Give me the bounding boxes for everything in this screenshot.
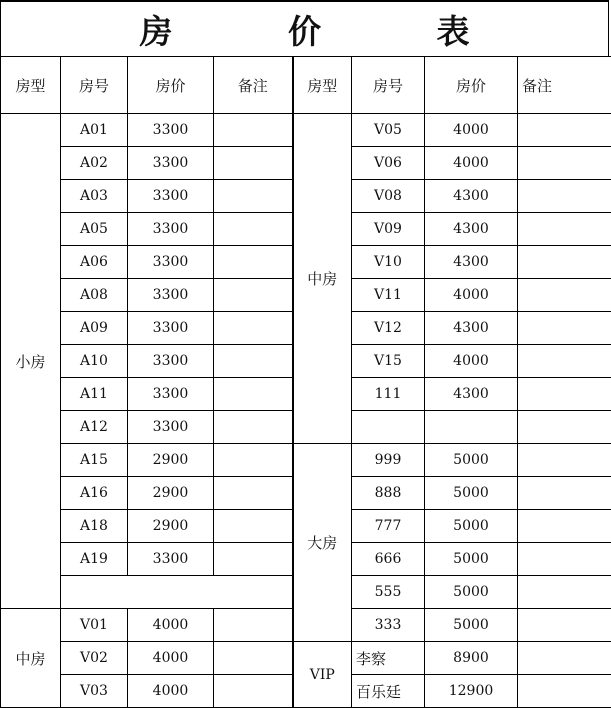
room-note — [518, 378, 611, 411]
table-row — [1, 114, 611, 147]
room-price: 3300 — [128, 543, 214, 576]
room-note — [518, 477, 611, 510]
room-price: 3300 — [128, 213, 214, 246]
room-note — [518, 411, 611, 444]
room-price: 5000 — [425, 576, 518, 609]
room-note — [214, 411, 293, 444]
room-number: 999 — [352, 444, 425, 477]
room-price: 4000 — [425, 345, 518, 378]
table-row — [1, 444, 611, 477]
room-note — [518, 312, 611, 345]
empty-cell — [61, 576, 293, 609]
room-price: 3300 — [128, 411, 214, 444]
room-number: V15 — [352, 345, 425, 378]
room-note — [518, 279, 611, 312]
room-number: A12 — [61, 411, 128, 444]
room-number: 888 — [352, 477, 425, 510]
room-number — [352, 411, 425, 444]
room-number: V01 — [61, 609, 128, 642]
room-number: A02 — [61, 147, 128, 180]
room-price: 4000 — [425, 279, 518, 312]
room-note — [214, 477, 293, 510]
room-number: V06 — [352, 147, 425, 180]
room-number: A19 — [61, 543, 128, 576]
header-row — [1, 57, 611, 114]
room-number: V05 — [352, 114, 425, 147]
header-cell: 房号 — [352, 57, 425, 114]
room-note — [518, 345, 611, 378]
room-number: V10 — [352, 246, 425, 279]
room-note — [214, 543, 293, 576]
room-note — [518, 444, 611, 477]
room-note — [518, 609, 611, 642]
room-price: 3300 — [128, 279, 214, 312]
room-price: 4300 — [425, 180, 518, 213]
room-number: A09 — [61, 312, 128, 345]
room-type-cell: 中房 — [1, 609, 61, 708]
room-price: 3300 — [128, 180, 214, 213]
room-number: A18 — [61, 510, 128, 543]
room-number: 666 — [352, 543, 425, 576]
header-cell: 房型 — [293, 57, 352, 114]
room-note — [214, 279, 293, 312]
room-number: V03 — [61, 675, 128, 708]
room-number: 333 — [352, 609, 425, 642]
room-price: 3300 — [128, 345, 214, 378]
table-row — [1, 642, 611, 675]
room-number: V11 — [352, 279, 425, 312]
room-price: 5000 — [425, 609, 518, 642]
price-table — [0, 56, 611, 708]
room-price: 3300 — [128, 312, 214, 345]
room-note — [518, 675, 611, 708]
room-number: V09 — [352, 213, 425, 246]
room-note — [214, 246, 293, 279]
room-price: 4000 — [128, 675, 214, 708]
room-type-cell: 中房 — [293, 114, 352, 444]
room-number: A01 — [61, 114, 128, 147]
room-note — [518, 576, 611, 609]
room-note — [214, 114, 293, 147]
room-note — [214, 675, 293, 708]
room-price: 8900 — [425, 642, 518, 675]
room-number: A15 — [61, 444, 128, 477]
room-note — [518, 642, 611, 675]
header-cell: 房价 — [425, 57, 518, 114]
room-price: 4300 — [425, 246, 518, 279]
room-price: 3300 — [128, 147, 214, 180]
room-note — [518, 246, 611, 279]
room-note — [214, 147, 293, 180]
page-title: 房 价 表 — [0, 0, 609, 56]
header-cell: 房号 — [61, 57, 128, 114]
room-price: 4000 — [425, 114, 518, 147]
room-number: V12 — [352, 312, 425, 345]
room-price: 2900 — [128, 510, 214, 543]
room-number: 777 — [352, 510, 425, 543]
room-note — [518, 213, 611, 246]
room-note — [214, 312, 293, 345]
room-price: 4300 — [425, 213, 518, 246]
room-price: 4000 — [425, 147, 518, 180]
room-price: 5000 — [425, 543, 518, 576]
room-number: 555 — [352, 576, 425, 609]
room-note — [214, 213, 293, 246]
room-note — [518, 510, 611, 543]
room-number: A16 — [61, 477, 128, 510]
room-type-cell: VIP — [293, 642, 352, 708]
room-number: V02 — [61, 642, 128, 675]
room-note — [518, 147, 611, 180]
room-number: A06 — [61, 246, 128, 279]
room-note — [214, 642, 293, 675]
room-price: 5000 — [425, 510, 518, 543]
room-price: 5000 — [425, 444, 518, 477]
room-price: 3300 — [128, 378, 214, 411]
room-note — [214, 609, 293, 642]
room-note — [518, 114, 611, 147]
room-note — [214, 180, 293, 213]
room-number: A11 — [61, 378, 128, 411]
room-price: 12900 — [425, 675, 518, 708]
room-number: V08 — [352, 180, 425, 213]
room-price: 4300 — [425, 378, 518, 411]
header-cell: 备注 — [214, 57, 293, 114]
room-number: 李察 — [352, 642, 425, 675]
room-note — [214, 345, 293, 378]
room-number: A10 — [61, 345, 128, 378]
header-cell: 房价 — [128, 57, 214, 114]
room-type-cell: 大房 — [293, 444, 352, 642]
room-note — [214, 378, 293, 411]
room-note — [214, 510, 293, 543]
room-number: A05 — [61, 213, 128, 246]
room-note — [518, 180, 611, 213]
room-note — [214, 444, 293, 477]
room-note — [518, 543, 611, 576]
room-number: A03 — [61, 180, 128, 213]
room-type-cell: 小房 — [1, 114, 61, 609]
room-price: 2900 — [128, 477, 214, 510]
room-price: 3300 — [128, 114, 214, 147]
room-price: 3300 — [128, 246, 214, 279]
room-number: 百乐廷 — [352, 675, 425, 708]
room-price: 2900 — [128, 444, 214, 477]
header-cell: 备注 — [518, 57, 611, 114]
header-cell: 房型 — [1, 57, 61, 114]
room-price: 4300 — [425, 312, 518, 345]
room-price: 5000 — [425, 477, 518, 510]
room-price — [425, 411, 518, 444]
room-number: A08 — [61, 279, 128, 312]
room-price: 4000 — [128, 609, 214, 642]
room-number: 111 — [352, 378, 425, 411]
room-price: 4000 — [128, 642, 214, 675]
